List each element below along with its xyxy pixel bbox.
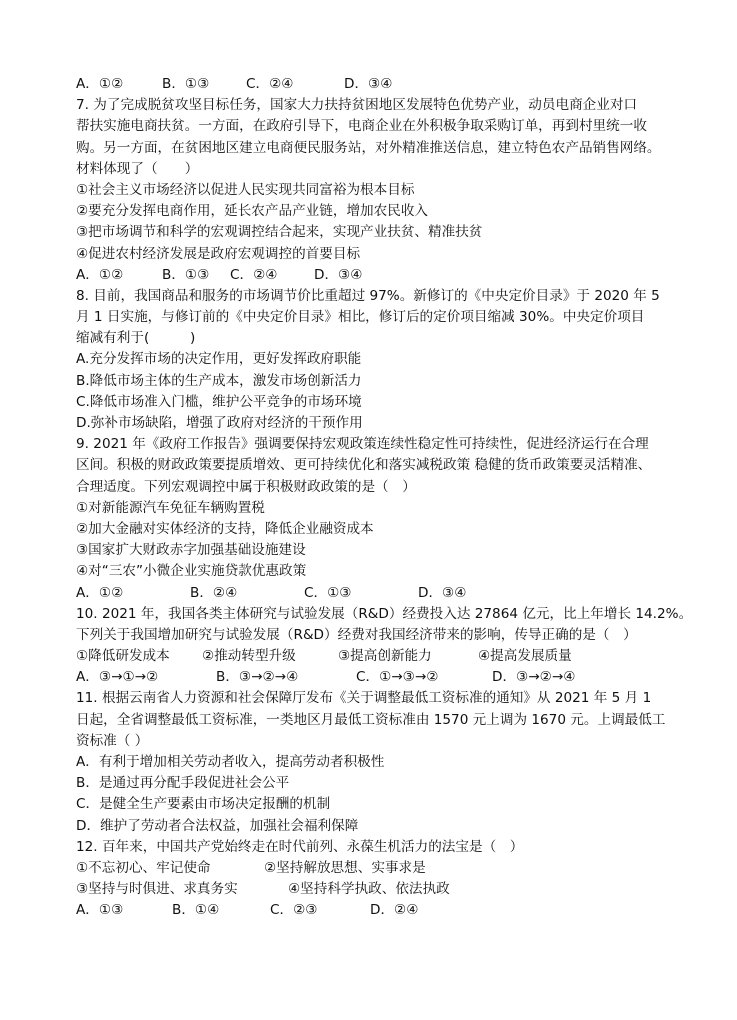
q8-option: B.降低市场主体的生产成本，激发市场创新活力: [76, 372, 362, 389]
statement-4: ④提高发展质量: [478, 648, 572, 665]
q11-option: D．维护了劳动者合法权益，加强社会福利保障: [76, 817, 359, 834]
exam-page: [76, 74, 693, 922]
q9-stem: 9. 2021 年《政府工作报告》强调要保持宏观政策连续性稳定性可持续性，促进经济运行在合理: [76, 436, 649, 453]
option-a: A．①②: [76, 266, 124, 283]
q9-stem: 合理适度。下列宏观调控中属于积极财政政策的是（ ）: [76, 478, 416, 495]
q11-option: A．有利于增加相关劳动者收入，提高劳动者积极性: [76, 754, 385, 770]
q8-option: C.降低市场准入门槛，维护公平竞争的市场环境: [76, 393, 362, 410]
q7-stem: 帮扶实施电商扶贫。一方面，在政府引导下，电商企业在外积极争取采购订单，再到村里统一收: [76, 118, 647, 135]
option-d: D．③④: [344, 76, 393, 92]
q12-options: [76, 900, 676, 921]
q7-statement: ③把市场调节和科学的宏观调控结合起来，实现产业扶贫、精准扶贫: [76, 224, 483, 241]
q9-statement: ②加大金融对实体经济的支持，降低企业融资成本: [76, 520, 374, 537]
q11-option: B．是通过再分配手段促进社会公平: [76, 775, 290, 792]
q7-statement: ①社会主义市场经济以促进人民实现共同富裕为根本目标: [76, 181, 415, 198]
statement-1: ①不忘初心、牢记使命: [76, 859, 211, 876]
option-b: B．①④: [172, 902, 220, 919]
statement-1: ①降低研发成本: [76, 648, 170, 665]
q7-stem: 7. 为了完成脱贫攻坚目标任务，国家大力扶持贫困地区发展特色优势产业，动员电商企业对口: [76, 97, 638, 114]
q9-stem: 区间。积极的财政政策要提质增效、更可持续优化和落实减税政策 稳健的货币政策要灵活精准、: [76, 457, 652, 474]
q8-stem: 月 1 日实施，与修订前的《中央定价目录》相比，修订后的定价项目缩减 30%。中央定价项目: [76, 309, 645, 326]
q11-stem: 11. 根据云南省人力资源和社会保障厅发布《关于调整最低工资标准的通知》从 2021 年 5 月 1: [76, 690, 652, 707]
q6-options: [76, 74, 676, 95]
q12-stem: 12. 百年来，中国共产党始终走在时代前列、永葆生机活力的法宝是（ ）: [76, 838, 524, 855]
q11-stem: 资标准（ ）: [76, 732, 149, 749]
option-b: B．②④: [190, 584, 238, 601]
statement-4: ④坚持科学执政、依法执政: [288, 881, 450, 898]
q7-stem: 购。另一方面，在贫困地区建立电商便民服务站，对外精准推送信息，建立特色农产品销售网络。: [76, 139, 661, 156]
option-c: C．②④: [246, 76, 294, 92]
q9-statement: ④对“三农”小微企业实施贷款优惠政策: [76, 563, 307, 580]
option-d: D．②④: [370, 902, 419, 919]
option-b: B．①③: [162, 76, 210, 92]
option-c: C．①→③→②: [356, 669, 439, 686]
statement-3: ③提高创新能力: [338, 648, 432, 665]
q9-options: [76, 583, 676, 604]
q10-statements: [76, 646, 676, 667]
option-b: B．③→②→④: [216, 669, 299, 686]
q9-statement: ③国家扩大财政赤字加强基础设施建设: [76, 542, 306, 559]
q8-option: A.充分发挥市场的决定作用，更好发挥政府职能: [76, 351, 362, 368]
statement-2: ②坚持解放思想、实事求是: [264, 859, 426, 876]
q12-statements: [76, 858, 676, 879]
q11-option: C．是健全生产要素由市场决定报酬的机制: [76, 796, 331, 813]
q10-stem: 下列关于我国增加研究与试验发展（R&D）经费对我国经济带来的影响，传导正确的是（ ）: [76, 626, 637, 643]
option-c: C．②③: [270, 902, 318, 919]
q10-stem: 10. 2021 年，我国各类主体研究与试验发展（R&D）经费投入达 27864 亿元，比上年增长 14.2%。: [76, 605, 693, 622]
option-c: C．②④: [230, 266, 278, 283]
q10-options: [76, 667, 676, 688]
q7-statement: ②要充分发挥电商作用，延长农产品产业链，增加农民收入: [76, 203, 429, 220]
q8-option: D.弥补市场缺陷，增强了政府对经济的干预作用: [76, 415, 363, 431]
option-d: D．③④: [418, 584, 467, 601]
q11-stem: 日起，全省调整最低工资标准，一类地区月最低工资标准由 1570 元上调为 1670 元。上调最低工: [76, 711, 666, 728]
option-a: A．③→①→②: [76, 669, 159, 686]
option-a: A．①②: [76, 76, 124, 92]
option-d: D．③④: [314, 266, 363, 283]
q8-stem: 缩减有利于( ): [76, 330, 196, 347]
q7-options: [76, 265, 676, 286]
option-a: A．①③: [76, 902, 124, 919]
q7-stem: 材料体现了（ ）: [76, 160, 199, 177]
q7-statement: ④促进农村经济发展是政府宏观调控的首要目标: [76, 245, 361, 262]
option-b: B．①③: [162, 266, 210, 283]
option-c: C．①③: [304, 584, 352, 601]
q9-statement: ①对新能源汽车免征车辆购置税: [76, 499, 265, 516]
q8-stem: 8. 目前，我国商品和服务的市场调节价比重超过 97%。新修订的《中央定价目录》于 2020 年 5: [76, 287, 660, 304]
statement-2: ②推动转型升级: [202, 648, 296, 665]
statement-3: ③坚持与时俱进、求真务实: [76, 881, 238, 898]
option-a: A．①②: [76, 584, 124, 601]
option-d: D．③→②→④: [492, 669, 576, 686]
q12-statements: [76, 879, 676, 900]
